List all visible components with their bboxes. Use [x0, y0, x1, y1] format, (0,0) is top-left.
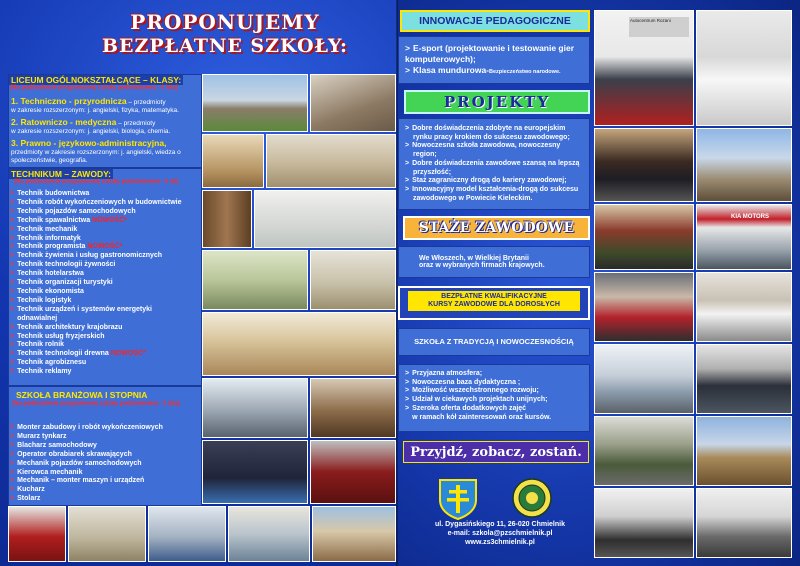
technikum-item [10, 315, 181, 324]
zalety-item [405, 379, 583, 388]
item-text: Technik logistyk [17, 296, 72, 304]
kia-sign: KIA MOTORS [731, 214, 770, 220]
photo-students-trip [696, 128, 792, 202]
liceum-profile-1 [11, 97, 199, 115]
technikum-item [10, 359, 181, 368]
bullet-icon: > [405, 177, 410, 185]
photo-cars-1 [594, 488, 694, 558]
technikum-item [10, 199, 181, 208]
technikum-item [10, 368, 181, 377]
tradycja-box: SZKOŁA Z TRADYCJĄ I NOWOCZESNOŚCIĄ [398, 328, 590, 356]
bullet-icon: > [10, 270, 15, 278]
projekty-item [405, 177, 583, 186]
photo-school-building [202, 74, 308, 132]
branzowa-list [10, 424, 163, 504]
bullet-icon: > [10, 368, 15, 376]
bullet-icon: > [10, 432, 15, 440]
bullet-icon: > [10, 216, 15, 224]
item-text: Monter zabudowy i robót wykończeniowych [17, 424, 163, 431]
profile-desc: przedmioty w zakresie rozszerzonym: j. angielski, wiedza o społeczeństwie, geografia. [11, 149, 181, 164]
item-text: Technik żywienia i usług gastronomicznych [17, 252, 163, 260]
innowacje-box [398, 36, 590, 84]
zalety-item [405, 396, 583, 405]
branzowa-item [10, 424, 163, 433]
bullet-icon: > [10, 323, 15, 331]
staze-banner: STAŻE ZAWODOWE [403, 216, 590, 240]
bullet-icon: > [10, 350, 15, 358]
bullet-icon: > [405, 387, 410, 395]
bullet-icon: > [10, 459, 15, 467]
photo-classroom-1 [254, 190, 396, 248]
item-text: Murarz tynkarz [17, 432, 67, 440]
zalety-item [405, 405, 583, 414]
photo-lecture-hall [310, 378, 396, 438]
item-text: Technik architektury krajobrazu [17, 323, 123, 331]
item-text: Technik technologii drewna [17, 350, 109, 358]
staze-text-1: We Włoszech, w Wielkiej Brytanii [419, 255, 529, 262]
headline [80, 10, 370, 58]
profile-name: 3. Prawno - językowo-administracyjna, [11, 138, 167, 148]
photo-monument [310, 74, 396, 132]
photo-group-students [696, 344, 792, 414]
staze-box [398, 246, 590, 278]
item-text: Szeroka oferta dodatkowych zajęć [412, 404, 527, 412]
item-text: Staż zagraniczny drogą do kariery zawodowej; [412, 177, 567, 185]
item-text: Przyjazna atmosfera; [412, 370, 483, 377]
item-text: Nowoczesna baza dydaktyczna ; [412, 378, 521, 386]
zalety-item [405, 370, 583, 379]
liceum-profile-3 [11, 139, 199, 165]
item-text: Innowacyjny model kształcenia-drogą do sukcesu zawodowego w Powiecie Kieleckim. [412, 185, 579, 202]
zalety-list [405, 370, 583, 422]
bullet-icon: > [405, 396, 410, 404]
technikum-title: TECHNIKUM – ZAWODY: [11, 169, 111, 179]
autocentrum-sign: Autocentrum Rozani [629, 17, 689, 37]
technikum-item [10, 217, 181, 226]
item-small: Bezpieczeństwo narodowe. [489, 69, 561, 75]
photo-ceremony [594, 204, 694, 270]
bullet-icon: > [10, 305, 15, 313]
item-text: Technik informatyk [17, 234, 81, 242]
bullet-icon: > [10, 424, 15, 431]
item-text: Stolarz [17, 495, 41, 503]
item-text: Technik organizacji turystyki [17, 279, 113, 287]
innowacje-item-1: > E-sport (projektowanie i testowanie gier komputerowych); [405, 43, 575, 64]
contact-address: ul. Dygasińskiego 11, 26-020 Chmielnik [435, 521, 565, 528]
kursy-line-1: BEZPŁATNE KWALIFIKACYJNE [441, 293, 547, 300]
item-text: Technik rolnik [17, 341, 65, 349]
technikum-item [10, 324, 181, 333]
bullet-icon: > [10, 190, 15, 197]
bullet-icon: > [405, 142, 410, 150]
photo-gym-2 [68, 506, 146, 562]
item-text: Nowoczesna szkoła zawodowa, nowoczesny region; [412, 142, 561, 159]
technikum-item [10, 333, 181, 342]
technikum-item [10, 226, 181, 235]
bullet-icon: > [405, 404, 410, 412]
bullet-icon: > [10, 296, 15, 304]
innowacje-banner: INNOWACJE PEDAGOGICZNE [400, 10, 590, 32]
branzowa-item [10, 477, 163, 486]
projekty-item [405, 142, 583, 159]
projekty-banner: PROJEKTY [404, 90, 590, 114]
technikum-item [10, 288, 181, 297]
bullet-icon: > [405, 125, 410, 132]
item-text: Możliwość wszechstronnego rozwoju; [412, 387, 539, 395]
bullet-icon: > [405, 159, 410, 167]
item-text: Kierowca mechanik [17, 468, 83, 476]
photo-classroom-2 [310, 250, 396, 310]
school-emblem-icon [512, 478, 552, 518]
item-text: Dobre doświadczenia zawodowe szansą na lepszą przyszłość; [412, 159, 580, 176]
bullet-icon: > [10, 261, 15, 269]
photo-bookshelf [202, 190, 252, 248]
photo-welding-booths [310, 440, 396, 504]
technikum-item [10, 306, 181, 315]
item-text: Technik programista [17, 243, 86, 251]
item-text: Technik technologii żywności [17, 261, 116, 269]
profile-desc-inline: – przedmioty [118, 120, 156, 127]
bullet-icon: > [10, 243, 15, 251]
bullet-icon: > [10, 207, 15, 215]
bullet-icon: > [10, 477, 15, 485]
bullet-icon: > [405, 378, 410, 386]
item-text: Technik spawalnictwa [17, 216, 91, 224]
profile-desc: w zakresie rozszerzonym: j. angielski, fizyka, matematyka. [11, 107, 179, 114]
photo-london [696, 416, 792, 486]
photo-uniformed-class [594, 416, 694, 486]
technikum-item [10, 270, 181, 279]
contact-email[interactable]: e-mail: szkola@pzschmielnik.pl [447, 530, 553, 537]
technikum-item [10, 350, 181, 359]
branzowa-item [10, 451, 163, 460]
bullet-icon: > [10, 198, 15, 206]
bullet-icon: > [10, 486, 15, 494]
technikum-list [10, 190, 181, 377]
technikum-item [10, 261, 181, 270]
item-text: Udział w ciekawych projektach unijnych; [412, 396, 548, 404]
bullet-icon: > [10, 287, 15, 295]
branzowa-item [10, 442, 163, 451]
photo-welding [202, 440, 308, 504]
contact-website[interactable]: www.zs3chmielnik.pl [465, 539, 535, 546]
photo-gym-1 [8, 506, 66, 562]
photo-library [266, 134, 396, 188]
bullet-icon: > [10, 359, 15, 367]
innowacje-item-2: > Klasa mundurowa-Bezpieczeństwo narodowe. [405, 65, 561, 75]
bullet-icon: > [405, 370, 410, 377]
bullet-icon: > [10, 332, 15, 340]
projekty-item [405, 160, 583, 177]
projekty-item [405, 125, 583, 142]
bullet-icon: > [10, 341, 15, 349]
staze-text-2: oraz w wybranych firmach krajowych. [419, 262, 545, 269]
item-text: Technik budownictwa [17, 190, 90, 197]
item-text: Technik urządzeń i systemów energetyki [17, 305, 152, 313]
item-text: Technik mechanik [17, 225, 78, 233]
page-fold [396, 0, 398, 566]
photo-car-workshop [594, 10, 694, 126]
item-text: Kucharz [17, 486, 45, 494]
photo-folk-dance [594, 272, 694, 342]
new-badge: NOWOŚĆ* [108, 350, 146, 358]
photo-hall [202, 134, 264, 188]
item-text: Technik reklamy [17, 368, 72, 376]
item-text: Technik pojazdów samochodowych [17, 207, 136, 215]
liceum-profile-2 [11, 118, 199, 136]
item-text: E-sport (projektowanie i testowanie gier komputerowych); [405, 43, 575, 64]
item-text: Technik usług fryzjerskich [17, 332, 105, 340]
photo-banquet [696, 272, 792, 342]
item-text: odnawialnej [17, 314, 58, 322]
branzowa-item [10, 469, 163, 478]
bullet-icon: > [405, 185, 410, 193]
liceum-subtitle: (Na podbudowie programowej szkoły podstawowej - 4 lata) [10, 85, 179, 91]
slogan: Przyjdź, zobacz, zostań. [403, 441, 589, 463]
technikum-item [10, 297, 181, 306]
bullet-icon: > [10, 450, 15, 458]
technikum-subtitle: (Na podbudowie programowej szkoły podstawowej - 5 lat) [14, 179, 179, 185]
projekty-item [405, 186, 583, 203]
bullet-icon: > [10, 441, 15, 449]
branzowa-item [10, 486, 163, 495]
new-badge: NOWOŚĆ* [85, 243, 123, 251]
kursy-banner [398, 286, 590, 320]
technikum-item [10, 252, 181, 261]
kursy-line-2: KURSY ZAWODOWE DLA DOROSŁYCH [428, 301, 560, 308]
zalety-item [405, 387, 583, 396]
item-text: Technik robót wykończeniowych w budownictwie [17, 198, 182, 206]
photo-model-house [312, 506, 396, 562]
branzowa-item [10, 460, 163, 469]
bullet-icon: > [10, 468, 15, 476]
headline-line1: PROPONUJEMY [130, 10, 320, 34]
item-text: Technik agrobiznesu [17, 359, 87, 367]
town-crest-icon [436, 478, 480, 520]
new-badge: NOWOŚĆ* [90, 216, 128, 224]
projekty-list [405, 125, 583, 203]
item-text: Technik ekonomista [17, 287, 84, 295]
branzowa-item [10, 433, 163, 442]
technikum-item [10, 190, 181, 199]
zalety-item [405, 414, 583, 423]
profile-name: 1. Techniczno - przyrodnicza [11, 96, 127, 106]
photo-computer-lab-1 [202, 250, 308, 310]
item-text: w ramach kół zainteresowań oraz kursów. [412, 413, 552, 421]
projekty-box [398, 118, 590, 210]
photo-kia-dealer [696, 204, 792, 270]
item-text: Dobre doświadczenia zdobyte na europejskim rynku pracy krokiem do sukcesu zawodowego; [412, 125, 570, 141]
photo-gym-3 [228, 506, 310, 562]
headline-line2: BEZPŁATNE SZKOŁY: [101, 35, 349, 57]
technikum-item [10, 243, 181, 252]
item-text: Operator obrabiarek skrawających [17, 450, 132, 458]
profile-desc: w zakresie rozszerzonym: j. angielski, biologia, chemia. [11, 128, 171, 135]
photo-cars-2 [696, 488, 792, 558]
item-text: Klasa mundurowa- [412, 65, 490, 75]
bullet-icon: > [10, 279, 15, 287]
item-text: Technik hotelarstwa [17, 270, 84, 278]
item-text: Mechanik – monter maszyn i urządzeń [17, 477, 145, 485]
photo-student-computer [594, 128, 694, 202]
bullet-icon: > [10, 495, 15, 503]
technikum-item [10, 279, 181, 288]
photo-computer-lab-2 [202, 312, 396, 376]
item-text: Mechanik pojazdów samochodowych [17, 459, 142, 467]
branzowa-item [10, 495, 163, 504]
photo-chefs [696, 10, 792, 126]
branzowa-title: SZKOŁA BRANŻOWA I STOPNIA [16, 390, 148, 400]
item-text: Blacharz samochodowy [17, 441, 97, 449]
bullet-icon: > [10, 225, 15, 233]
branzowa-subtitle: (Na podbudowie programowej szkoły podstawowej - 3 lata) [12, 401, 181, 407]
zalety-box [398, 364, 590, 432]
contact-info [420, 520, 580, 547]
liceum-title: LICEUM OGÓLNOKSZTAŁCĄCE – KLASY: [11, 75, 182, 85]
photo-workshop-1 [202, 378, 308, 438]
bullet-icon: > [10, 252, 15, 260]
bullet-icon: > [10, 234, 15, 242]
kursy-label [408, 291, 580, 311]
photo-exam-room [594, 344, 694, 414]
profile-name: 2. Ratowniczo - medyczna [11, 117, 117, 127]
technikum-item [10, 341, 181, 350]
profile-desc-inline: – przedmioty [128, 99, 166, 106]
technikum-item [10, 208, 181, 217]
photo-sports-hall [148, 506, 226, 562]
